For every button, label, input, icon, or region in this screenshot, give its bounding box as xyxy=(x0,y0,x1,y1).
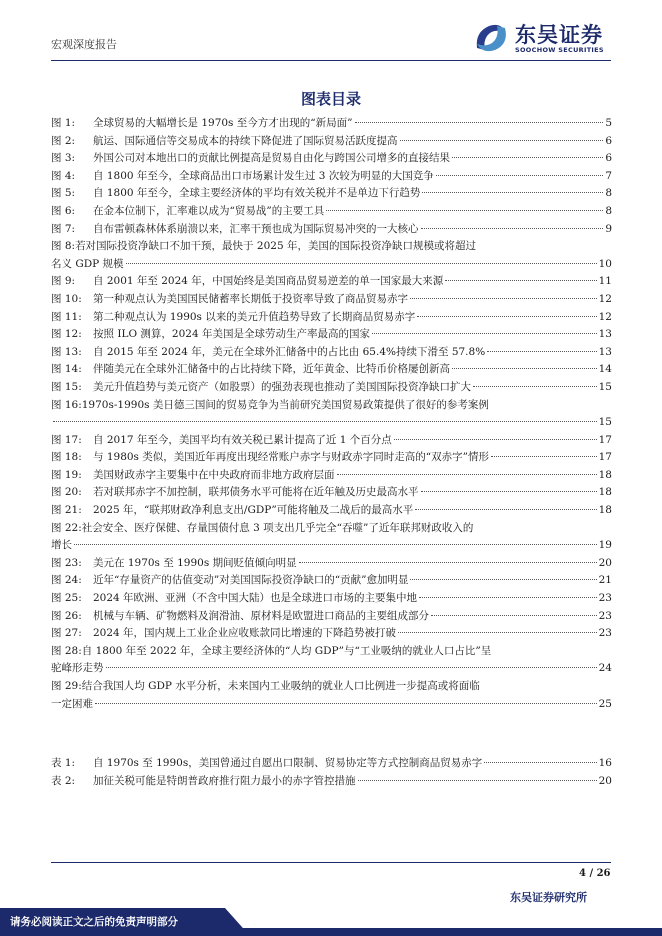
toc-page-number: 15 xyxy=(598,416,612,429)
toc-dot-leader xyxy=(484,762,596,763)
toc-entry-number: 图 1: xyxy=(51,117,76,129)
toc-entry[interactable] xyxy=(51,625,612,643)
toc-entry-title: 美元在 1970s 至 1990s 期间贬值倾向明显 xyxy=(93,556,297,569)
toc-entry-title: 自 2017 年至今，美国平均有效关税已累计提高了近 1 个百分点 xyxy=(93,433,392,446)
toc-dot-leader xyxy=(337,474,597,475)
toc-entry[interactable] xyxy=(51,449,612,467)
toc-entry-number: 图 13: xyxy=(51,345,82,358)
report-type-label: 宏观深度报告 xyxy=(51,38,117,51)
toc-entry-title: 一定困难 xyxy=(51,697,93,710)
toc-entry-number: 图 10: xyxy=(51,292,82,305)
toc-entry-title: 航运、国际通信等交易成本的持续下降促进了国际贸易活跃度提高 xyxy=(93,134,398,147)
toc-dot-leader xyxy=(452,157,603,158)
toc-page-number: 18 xyxy=(598,504,612,517)
toc-entry-number: 图 23: xyxy=(51,556,82,569)
toc-entry[interactable] xyxy=(51,643,612,678)
toc-page-number: 15 xyxy=(598,380,612,393)
toc-dot-leader xyxy=(417,316,596,317)
toc-entry[interactable] xyxy=(51,185,612,203)
toc-entry[interactable] xyxy=(51,572,612,590)
footer-divider xyxy=(51,862,611,863)
toc-entry-title: 外国公司对本地出口的贡献比例提高是贸易自由化与跨国公司增多的直接结果 xyxy=(93,152,450,165)
toc-dot-leader xyxy=(415,509,596,510)
toc-entry[interactable] xyxy=(51,221,612,239)
toc-page-number: 23 xyxy=(598,592,612,605)
toc-entry[interactable] xyxy=(51,238,612,273)
toc-entry-title: 第二种观点认为 1990s 以来的美元升值趋势导致了长期商品贸易赤字 xyxy=(93,310,416,323)
toc-entry-number: 图 4: xyxy=(51,169,76,182)
toc-entry-number: 图 8: xyxy=(51,240,76,253)
toc-title: 图表目录 xyxy=(300,90,361,108)
toc-page-number: 12 xyxy=(598,292,612,305)
toc-entry-title: 在金本位制下，汇率难以成为“贸易战”的主要工具 xyxy=(93,204,325,217)
toc-entry[interactable] xyxy=(51,309,612,327)
disclaimer-text: 请务必阅读正文之后的免责声明部分 xyxy=(10,916,178,928)
toc-entry-title: 1970s-1990s 美日德三国间的贸易竞争为当前研究美国贸易政策提供了很好的参考案例 xyxy=(81,398,489,411)
toc-entry[interactable] xyxy=(51,678,612,713)
toc-page-number: 14 xyxy=(598,363,612,376)
toc-entry[interactable] xyxy=(51,168,612,186)
toc-page-number: 10 xyxy=(598,257,612,270)
toc-dot-leader xyxy=(394,439,597,440)
toc-page-number: 8 xyxy=(605,204,612,217)
toc-dot-leader xyxy=(487,351,596,352)
toc-dot-leader xyxy=(421,228,604,229)
toc-page-number: 18 xyxy=(598,468,612,481)
figure-list xyxy=(51,115,612,713)
toc-dot-leader xyxy=(410,298,597,299)
toc-entry-title: 自 1800 年至 2022 年，全球主要经济体的“人均 GDP”与“工业吸纳的就业人口占比”呈 xyxy=(81,644,492,657)
toc-entry-title: 伴随美元在全球外汇储备中的占比持续下降，近年黄金、比特币价格屡创新高 xyxy=(93,363,450,376)
toc-entry-number: 图 25: xyxy=(51,592,82,605)
toc-entry-title: 美元升值趋势与美元资产（如股票）的强劲表现也推动了美国国际投资净缺口扩大 xyxy=(93,380,471,393)
toc-page-number: 5 xyxy=(605,117,612,129)
toc-entry-number: 图 9: xyxy=(51,275,76,288)
toc-entry-number: 图 3: xyxy=(51,152,76,165)
toc-entry-number: 图 20: xyxy=(51,486,82,499)
toc-dot-leader xyxy=(53,421,597,422)
toc-dot-leader xyxy=(358,780,597,781)
toc-page-number: 18 xyxy=(598,486,612,499)
toc-page-number: 7 xyxy=(605,169,612,182)
toc-entry-number: 图 14: xyxy=(51,363,82,376)
table-list xyxy=(51,755,612,790)
toc-entry-number: 表 2: xyxy=(51,774,76,787)
toc-entry-number: 图 22: xyxy=(51,521,82,534)
toc-entry[interactable] xyxy=(51,432,612,450)
toc-entry[interactable] xyxy=(51,755,612,773)
toc-dot-leader xyxy=(106,667,597,668)
toc-entry-title: 2024 年，国内规上工业企业应收账款同比增速的下降趋势被打破 xyxy=(93,627,397,640)
toc-entry-title: 增长 xyxy=(51,539,72,552)
toc-dot-leader xyxy=(436,175,604,176)
logo-cn-text: 东吴证券 xyxy=(515,23,603,47)
toc-entry-number: 图 11: xyxy=(51,310,82,323)
toc-page-number: 23 xyxy=(598,627,612,640)
toc-page-number: 13 xyxy=(598,345,612,358)
toc-entry-number: 图 27: xyxy=(51,627,82,640)
toc-entry[interactable] xyxy=(51,484,612,502)
toc-entry[interactable] xyxy=(51,590,612,608)
toc-entry-title: 自 1800 年至今，全球商品出口市场累计发生过 3 次较为明显的大国竞争 xyxy=(93,169,434,182)
toc-page-number: 6 xyxy=(605,134,612,147)
footer-org-name: 东吴证券研究所 xyxy=(510,891,587,904)
toc-entry-title: 美国财政赤字主要集中在中央政府而非地方政府层面 xyxy=(93,468,335,481)
toc-dot-leader xyxy=(419,597,597,598)
toc-dot-leader xyxy=(473,386,597,387)
toc-page-number: 13 xyxy=(598,328,612,341)
toc-dot-leader xyxy=(398,632,597,633)
toc-entry-title: 结合我国人均 GDP 水平分析，未来国内工业吸纳的就业人口比例进一步提高或将面临 xyxy=(81,680,480,692)
toc-entry[interactable] xyxy=(51,467,612,485)
toc-entry-title: 2024 年欧洲、亚洲（不含中国大陆）也是全球进口市场的主要集中地 xyxy=(93,592,418,605)
toc-page-number: 12 xyxy=(598,310,612,323)
toc-page-number: 25 xyxy=(598,697,612,710)
toc-dot-leader xyxy=(74,544,597,545)
toc-dot-leader xyxy=(445,280,596,281)
toc-entry-number: 图 24: xyxy=(51,574,82,587)
toc-dot-leader xyxy=(452,368,597,369)
toc-dot-leader xyxy=(400,140,604,141)
toc-entry-title: 2025 年，“联邦财政净利息支出/GDP”可能将触及二战后的最高水平 xyxy=(93,504,414,517)
toc-page-number: 23 xyxy=(598,609,612,622)
toc-entry-number: 表 1: xyxy=(51,757,76,769)
toc-entry-number: 图 17: xyxy=(51,433,82,446)
toc-page-number: 16 xyxy=(598,757,612,769)
toc-entry[interactable] xyxy=(51,555,612,573)
page-number: 4 / 26 xyxy=(579,868,611,879)
toc-entry[interactable] xyxy=(51,520,612,555)
toc-entry-number: 图 5: xyxy=(51,187,76,200)
toc-dot-leader xyxy=(95,703,597,704)
toc-entry[interactable] xyxy=(51,397,612,432)
toc-entry-title: 加征关税可能是特朗普政府推行阻力最小的赤字管控措施 xyxy=(93,774,356,787)
disclaimer-bar xyxy=(0,908,662,936)
company-logo xyxy=(471,16,621,62)
toc-entry-number: 图 12: xyxy=(51,328,82,341)
soochow-logo-icon xyxy=(471,18,511,58)
toc-entry[interactable] xyxy=(51,273,612,291)
toc-entry[interactable] xyxy=(51,773,612,791)
toc-page-number: 24 xyxy=(598,662,612,675)
toc-dot-leader xyxy=(126,263,597,264)
toc-entry-title: 机械与车辆、矿物燃料及润滑油、原材料是欧盟进口商品的主要组成部分 xyxy=(93,609,429,622)
header-divider xyxy=(51,60,611,61)
toc-entry-title: 自 2001 年至 2024 年，中国始终是美国商品贸易逆差的单一国家最大来源 xyxy=(93,275,444,288)
toc-entry-number: 图 28: xyxy=(51,644,82,657)
toc-entry-title: 名义 GDP 规模 xyxy=(51,257,124,270)
toc-entry[interactable] xyxy=(51,379,612,397)
logo-en-text: SOOCHOW SECURITIES xyxy=(515,46,604,54)
toc-dot-leader xyxy=(299,562,597,563)
toc-entry-title: 自 2015 年至 2024 年，美元在全球外汇储备中的占比由 65.4%持续下滑至 57.8% xyxy=(93,345,486,358)
toc-page-number: 20 xyxy=(598,774,612,787)
toc-entry-number: 图 6: xyxy=(51,204,76,217)
toc-dot-leader xyxy=(431,615,597,616)
toc-page-number: 19 xyxy=(598,539,612,552)
toc-dot-leader xyxy=(355,122,604,123)
toc-entry-title: 第一种观点认为美国国民储蓄率长期低于投资率导致了商品贸易赤字 xyxy=(93,292,408,305)
toc-entry[interactable] xyxy=(51,608,612,626)
toc-dot-leader xyxy=(326,210,603,211)
toc-entry[interactable] xyxy=(51,291,612,309)
toc-entry-title: 全球贸易的大幅增长是 1970s 至今方才出现的“新局面” xyxy=(93,117,353,129)
toc-page-number: 20 xyxy=(598,556,612,569)
toc-entry-title: 自布雷顿森林体系崩溃以来，汇率干预也成为国际贸易冲突的一大核心 xyxy=(93,222,419,235)
toc-entry-number: 图 2: xyxy=(51,134,76,147)
toc-dot-leader xyxy=(491,456,597,457)
toc-entry-number: 图 26: xyxy=(51,609,82,622)
toc-entry-title: 若对联邦赤字不加控制，联邦债务水平可能将在近年触及历史最高水平 xyxy=(93,486,419,499)
toc-entry[interactable] xyxy=(51,203,612,221)
toc-entry[interactable] xyxy=(51,361,612,379)
toc-page-number: 9 xyxy=(605,222,612,235)
toc-dot-leader xyxy=(372,333,597,334)
toc-page-number: 17 xyxy=(598,433,612,446)
toc-entry[interactable] xyxy=(51,115,612,133)
toc-dot-leader xyxy=(410,579,596,580)
toc-entry-number: 图 7: xyxy=(51,222,76,235)
toc-entry-title: 按照 ILO 测算，2024 年美国是全球劳动生产率最高的国家 xyxy=(93,328,370,341)
toc-entry-title: 近年“存量资产的估值变动”对美国国际投资净缺口的“贡献”愈加明显 xyxy=(93,574,409,587)
toc-page-number: 8 xyxy=(605,187,612,200)
toc-page-number: 6 xyxy=(605,152,612,165)
toc-entry-number: 图 18: xyxy=(51,451,82,464)
toc-entry-title: 驼峰形走势 xyxy=(51,662,104,675)
toc-entry-title: 与 1980s 类似，美国近年再度出现经常账户赤字与财政赤字同时走高的“双赤字”情形 xyxy=(93,451,490,464)
toc-entry-title: 自 1970s 至 1990s，美国曾通过自愿出口限制、贸易协定等方式控制商品贸易赤字 xyxy=(93,757,483,769)
toc-entry[interactable] xyxy=(51,326,612,344)
toc-entry-title: 社会安全、医疗保健、存量国债付息 3 项支出几乎完全“吞噬”了近年联邦财政收入的 xyxy=(81,521,474,534)
toc-dot-leader xyxy=(421,491,597,492)
toc-entry-title: 自 1800 年至今，全球主要经济体的平均有效关税并不是单边下行趋势 xyxy=(93,187,421,200)
toc-page-number: 21 xyxy=(598,574,612,587)
toc-entry[interactable] xyxy=(51,133,612,151)
toc-entry-number: 图 16: xyxy=(51,398,82,411)
toc-entry[interactable] xyxy=(51,344,612,362)
toc-entry[interactable] xyxy=(51,502,612,520)
toc-entry-number: 图 15: xyxy=(51,380,82,393)
toc-entry[interactable] xyxy=(51,150,612,168)
toc-entry-number: 图 21: xyxy=(51,504,82,517)
toc-page-number: 11 xyxy=(598,275,612,288)
toc-entry-number: 图 29: xyxy=(51,680,82,692)
toc-entry-number: 图 19: xyxy=(51,468,82,481)
toc-entry-title: 若对国际投资净缺口不加干预，最快于 2025 年，美国的国际投资净缺口规模或将超过 xyxy=(75,240,476,253)
toc-dot-leader xyxy=(422,192,603,193)
toc-page-number: 17 xyxy=(598,451,612,464)
